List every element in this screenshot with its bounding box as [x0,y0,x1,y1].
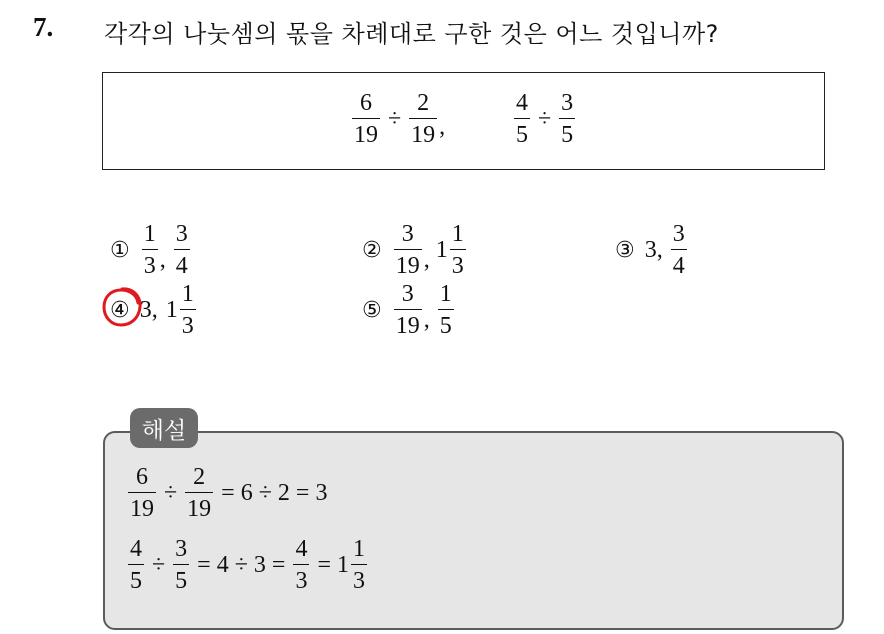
choice-value: 3, [644,236,663,263]
comma: , [159,247,166,273]
divide-sign: ÷ [234,551,248,578]
fraction [514,91,530,147]
denominator: 5 [128,564,144,593]
choice-5[interactable] [362,282,456,338]
numerator: 3 [175,536,188,562]
numerator: 3 [401,281,414,307]
numerator: 4 [516,90,528,116]
given-expressions-box [102,72,825,170]
whole-number: 1 [336,551,349,578]
whole-number: 1 [165,296,178,323]
number: 3 [253,551,266,578]
denominator: 19 [352,118,380,147]
equals-sign: = [295,479,310,506]
denominator: 19 [185,492,213,521]
fraction [185,465,213,521]
numerator: 6 [136,464,148,490]
denominator: 3 [180,309,196,338]
denominator: 19 [394,249,422,278]
equals-sign: = [197,551,211,578]
comma: , [423,247,430,273]
comma: , [423,307,430,333]
denominator: 5 [438,309,454,338]
question-text: 각각의 나눗셈의 몫을 차례대로 구한 것은 어느 것입니까? [104,20,719,48]
denominator: 3 [450,249,466,278]
choice-value: 3, [139,296,158,323]
choice-number: ② [362,237,382,263]
denominator: 5 [559,118,575,147]
equals-sign: = [221,479,235,506]
divide-sign: ÷ [152,551,166,578]
choice-3[interactable] [615,222,689,278]
whole-number: 1 [435,236,448,263]
numerator: 1 [439,281,452,307]
explanation-line-1 [126,465,327,521]
fraction [293,537,309,593]
number: 2 [277,479,290,506]
numerator: 6 [360,90,372,116]
fraction [450,222,466,278]
explanation-title-tab [130,408,198,448]
choice-2[interactable] [362,222,468,278]
fraction [174,222,190,278]
fraction [128,465,156,521]
numerator: 2 [417,90,430,116]
divide-sign: ÷ [258,479,272,506]
numerator: 4 [130,536,142,562]
denominator: 19 [128,492,156,521]
numerator: 1 [451,221,464,247]
fraction [128,537,144,593]
divide-sign: ÷ [388,105,402,132]
fraction [671,222,687,278]
denominator: 19 [394,309,422,338]
divide-sign: ÷ [164,479,178,506]
numerator: 3 [672,221,685,247]
numerator: 2 [193,464,206,490]
fraction [180,282,196,338]
explanation-line-2 [126,537,369,593]
denominator: 3 [293,564,309,593]
numerator: 3 [401,221,414,247]
denominator: 4 [174,249,190,278]
divide-sign: ÷ [538,105,552,132]
fraction [173,537,189,593]
explanation-title: 해설 [141,417,187,444]
number: 3 [315,479,328,506]
numerator: 3 [561,90,574,116]
choice-number: ④ [110,297,130,323]
denominator: 5 [173,564,189,593]
denominator: 3 [142,249,158,278]
numerator: 1 [352,536,365,562]
fraction [438,282,454,338]
explanation-box [103,431,844,630]
choice-number: ⑤ [362,297,382,323]
numerator: 4 [295,536,308,562]
question-number: 7. [33,12,54,42]
numerator: 3 [175,221,188,247]
fraction [394,222,422,278]
equals-sign: = [271,551,286,578]
equals-sign: = [317,551,331,578]
denominator: 19 [409,118,437,147]
given-expression-2 [512,91,577,147]
number: 6 [240,479,253,506]
fraction [351,537,367,593]
choice-number: ③ [615,237,635,263]
number: 4 [216,551,229,578]
choice-4[interactable] [110,282,198,338]
fraction [394,282,422,338]
numerator: 1 [181,281,194,307]
denominator: 4 [671,249,687,278]
denominator: 5 [514,118,530,147]
given-expression-1 [350,91,445,147]
fraction [352,91,380,147]
numerator: 1 [143,221,156,247]
denominator: 3 [351,564,367,593]
fraction [409,91,437,147]
choice-number: ① [110,237,130,263]
comma: , [439,114,446,140]
fraction [142,222,158,278]
fraction [559,91,575,147]
choice-1[interactable] [110,222,192,278]
